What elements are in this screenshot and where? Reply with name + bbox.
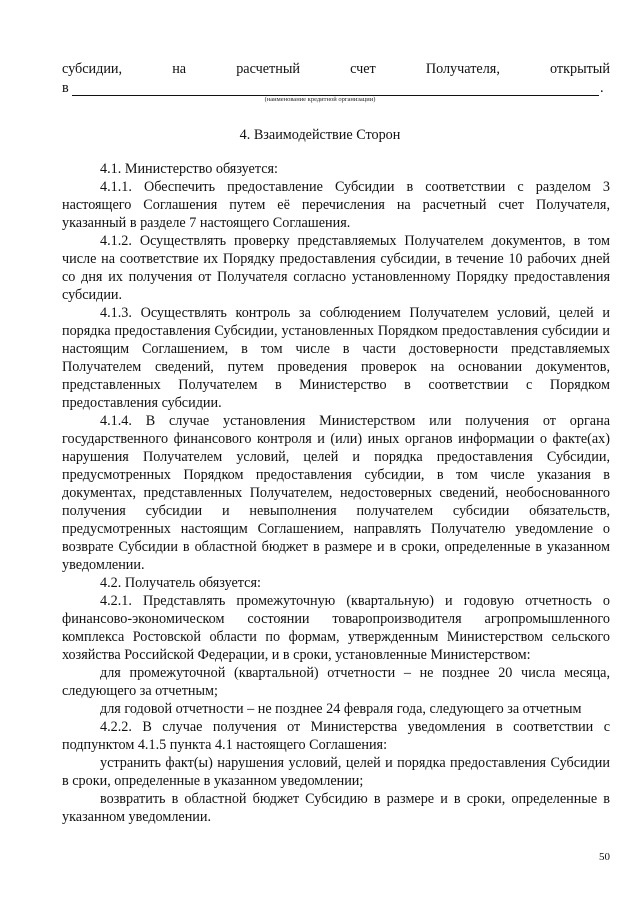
paragraph: для промежуточной (квартальной) отчетности – не позднее 20 числа месяца, следующего за отчетным;	[62, 665, 610, 699]
paragraph: 4.1.2. Осуществлять проверку представляемых Получателем документов, в том числе на соответствие их Порядку предоставления субсидии, в течение 10 рабочих дней со дня их получения от Получателя согласно установленному Порядку предоставления субсидии.	[62, 233, 610, 303]
paragraph: устранить факт(ы) нарушения условий, целей и порядка предоставления Субсидии в сроки, определенные в указанном уведомлении;	[62, 755, 610, 789]
paragraph: 4.2. Получатель обязуется:	[100, 575, 261, 591]
page-number: 50	[599, 851, 610, 863]
paragraph: 4.1.4. В случае установления Министерством или получения от органа государственного финансового контроля и (или) иных органов информации о факте(ах) нарушения Получателем условий, целей и порядка предоставления Субсидии, предусмотренных Порядком предоставления субсидии, в том числе указания в документах, представленных Получателем, недостоверных сведений, необоснованного получения субсидии и невыполнения получателем субсидии обязательств, предусмотренных настоящим Соглашением, направлять Получателю уведомление о возврате Субсидии в областной бюджет в размере и в сроки, определенные в указанном уведомлении.	[62, 413, 610, 573]
paragraph: 4.1.1. Обеспечить предоставление Субсидии в соответствии с разделом 3 настоящего Соглашения путем её перечисления на расчетный счет Получателя, указанный в разделе 7 настоящего Соглашения.	[62, 179, 610, 231]
body-text	[62, 160, 610, 826]
header-word: субсидии,	[62, 61, 123, 77]
bank-name-caption: (наименование кредитной организации)	[264, 96, 376, 103]
header-word: открытый	[549, 61, 610, 77]
bank-line-prefix: в	[62, 80, 69, 96]
paragraph: возвратить в областной бюджет Субсидию в размере и в сроки, определенные в указанном уведомлении.	[62, 791, 610, 825]
paragraph: 4.2.2. В случае получения от Министерства уведомления в соответствии с подпунктом 4.1.5 пункта 4.1 настоящего Соглашения:	[62, 719, 610, 753]
header-word: на	[172, 61, 187, 77]
section-title: 4. Взаимодействие Сторон	[239, 127, 401, 143]
paragraph: 4.1. Министерство обязуется:	[100, 161, 278, 177]
paragraph: 4.1.3. Осуществлять контроль за соблюдением Получателем условий, целей и порядка предоставления Субсидии, установленных Порядком предоставления субсидии и настоящим Соглашением, в том числе в части достоверности представляемых Получателем сведений, путем проведения проверок на основании документов, представленных Получателем в Министерство в соответствии с Порядком предоставления субсидии.	[62, 305, 610, 411]
header-line	[62, 61, 610, 78]
header-word: Получателя,	[425, 61, 500, 77]
paragraph: для годовой отчетности – не позднее 24 февраля года, следующего за отчетным	[100, 701, 582, 717]
header-word: счет	[350, 61, 376, 77]
header-word: расчетный	[236, 61, 300, 77]
bank-line-end: .	[600, 80, 604, 96]
paragraph: 4.2.1. Представлять промежуточную (квартальную) и годовую отчетность о финансово-экономическом состоянии товаропроизводителя агропромышленного комплекса Ростовской области по формам, утвержденным Министерством сельского хозяйства Российской Федерации, и в сроки, установленные Министерством:	[62, 593, 610, 663]
